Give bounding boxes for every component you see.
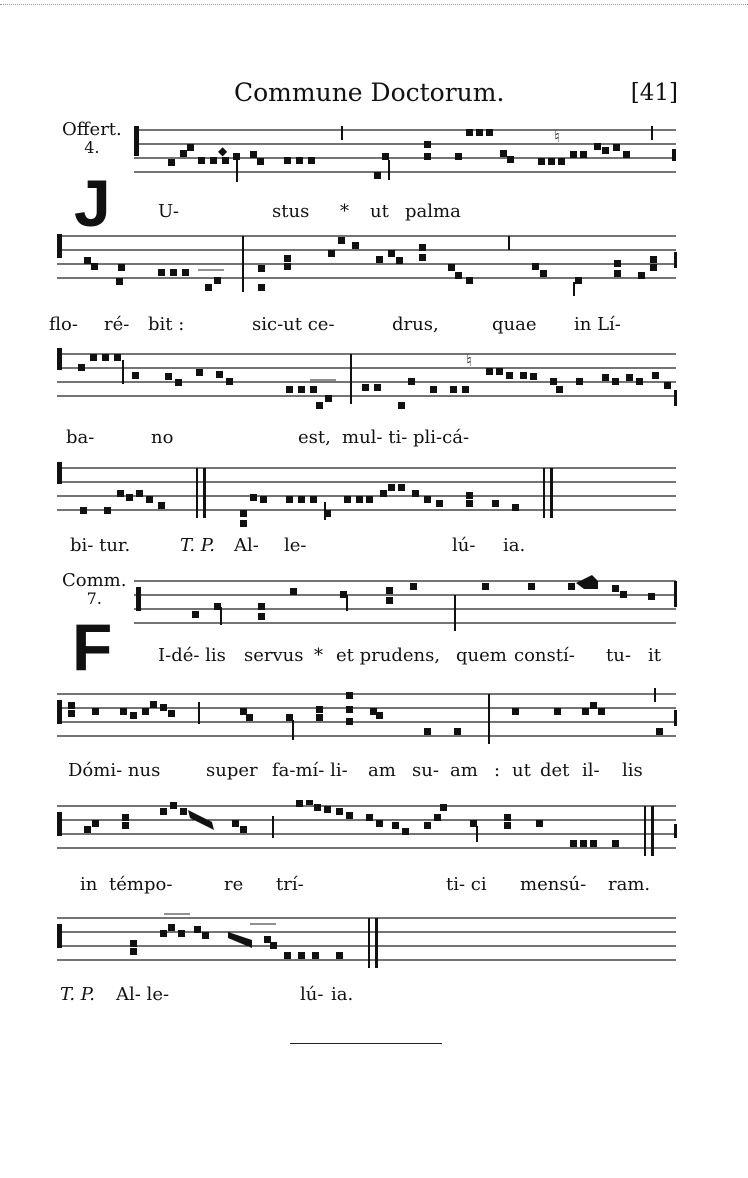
lyric-2-1: flo- <box>49 314 78 335</box>
lyric-5-8: it <box>648 645 661 666</box>
lyric-4-6: ia. <box>503 535 526 556</box>
top-edge-rule <box>0 4 748 5</box>
staff-5 <box>0 575 748 645</box>
lyric-7-2: témpo- <box>109 874 173 895</box>
lyric-6-10: il- <box>582 760 600 781</box>
communion-mode: 7. <box>86 589 102 608</box>
staff-7 <box>0 800 748 870</box>
lyric-1-3: * <box>340 201 349 222</box>
lyric-2-3: bit : <box>148 314 185 335</box>
lyric-5-6: constí- <box>514 645 575 666</box>
lyric-1-5: palma <box>405 201 461 222</box>
lyric-7-4: trí- <box>276 874 304 895</box>
neumes-1 <box>134 126 676 182</box>
end-rule <box>290 1043 442 1044</box>
lyric-5-5: quem <box>456 645 507 666</box>
lyric-4-5: lú- <box>452 535 476 556</box>
lyric-6-7: : <box>494 760 501 781</box>
lyric-1-2: stus <box>272 201 310 222</box>
staff-4 <box>0 462 748 532</box>
lyric-3-1: ba- <box>66 427 95 448</box>
lyric-7-5: ti- ci <box>446 874 487 895</box>
staff-2 <box>0 232 748 302</box>
lyric-3-3: est, <box>298 427 331 448</box>
lyric-5-1: I-dé- lis <box>158 645 226 666</box>
lyric-2-2: ré- <box>104 314 130 335</box>
svg-text:♮: ♮ <box>466 351 472 370</box>
lyric-6-4: am <box>368 760 396 781</box>
lyric-5-3: * <box>314 645 323 666</box>
lyric-7-3: re <box>224 874 244 895</box>
lyric-1-4: ut <box>370 201 389 222</box>
staff-6 <box>0 688 748 758</box>
lyric-4-3: Al- <box>234 535 259 556</box>
lyric-8-4: ia. <box>331 984 354 1005</box>
svg-text:◆: ◆ <box>218 144 228 158</box>
lyric-6-9: det <box>540 760 570 781</box>
lyric-5-2: servus <box>244 645 304 666</box>
lyric-7-7: ram. <box>608 874 651 895</box>
lyric-2-7: in Lí- <box>574 314 621 335</box>
staff-8 <box>0 912 748 982</box>
lyric-2-5: drus, <box>392 314 439 335</box>
page-title: Commune Doctorum. <box>234 78 505 107</box>
lyric-1-1: U- <box>158 201 179 222</box>
lyric-8-3: lú- <box>300 984 324 1005</box>
communion-initial: F <box>72 610 113 684</box>
lyric-6-6: am <box>450 760 478 781</box>
communion-label-text: Comm. <box>62 570 127 591</box>
lyric-3-4: mul- ti- pli-cá- <box>342 427 470 448</box>
lyric-7-6: mensú- <box>520 874 587 895</box>
lyric-6-8: ut <box>512 760 531 781</box>
lyric-8-1: T. P. <box>60 984 95 1005</box>
lyric-4-2: T. P. <box>180 535 215 556</box>
staff-1 <box>0 124 748 194</box>
lyric-2-4: sic-ut ce- <box>252 314 335 335</box>
lyric-6-5: su- <box>412 760 439 781</box>
lyric-6-2: super <box>206 760 258 781</box>
offertory-label-text: Offert. <box>62 119 122 140</box>
lyric-5-4: et prudens, <box>336 645 441 666</box>
staff-3 <box>0 346 748 416</box>
lyric-4-4: le- <box>284 535 307 556</box>
lyric-6-1: Dómi- nus <box>68 760 161 781</box>
lyric-5-7: tu- <box>606 645 631 666</box>
lyric-6-11: lis <box>622 760 643 781</box>
lyric-8-2: Al- le- <box>116 984 170 1005</box>
lyric-2-6: quae <box>492 314 537 335</box>
page-number: [41] <box>630 80 678 106</box>
lyric-6-3: fa-mí- li- <box>272 760 348 781</box>
lyric-4-1: bi- tur. <box>70 535 131 556</box>
lyric-3-2: no <box>151 427 174 448</box>
svg-text:♮: ♮ <box>554 127 560 146</box>
lyric-7-1: in <box>80 874 98 895</box>
offertory-initial: J <box>74 166 111 240</box>
offertory-mode: 4. <box>84 138 100 157</box>
